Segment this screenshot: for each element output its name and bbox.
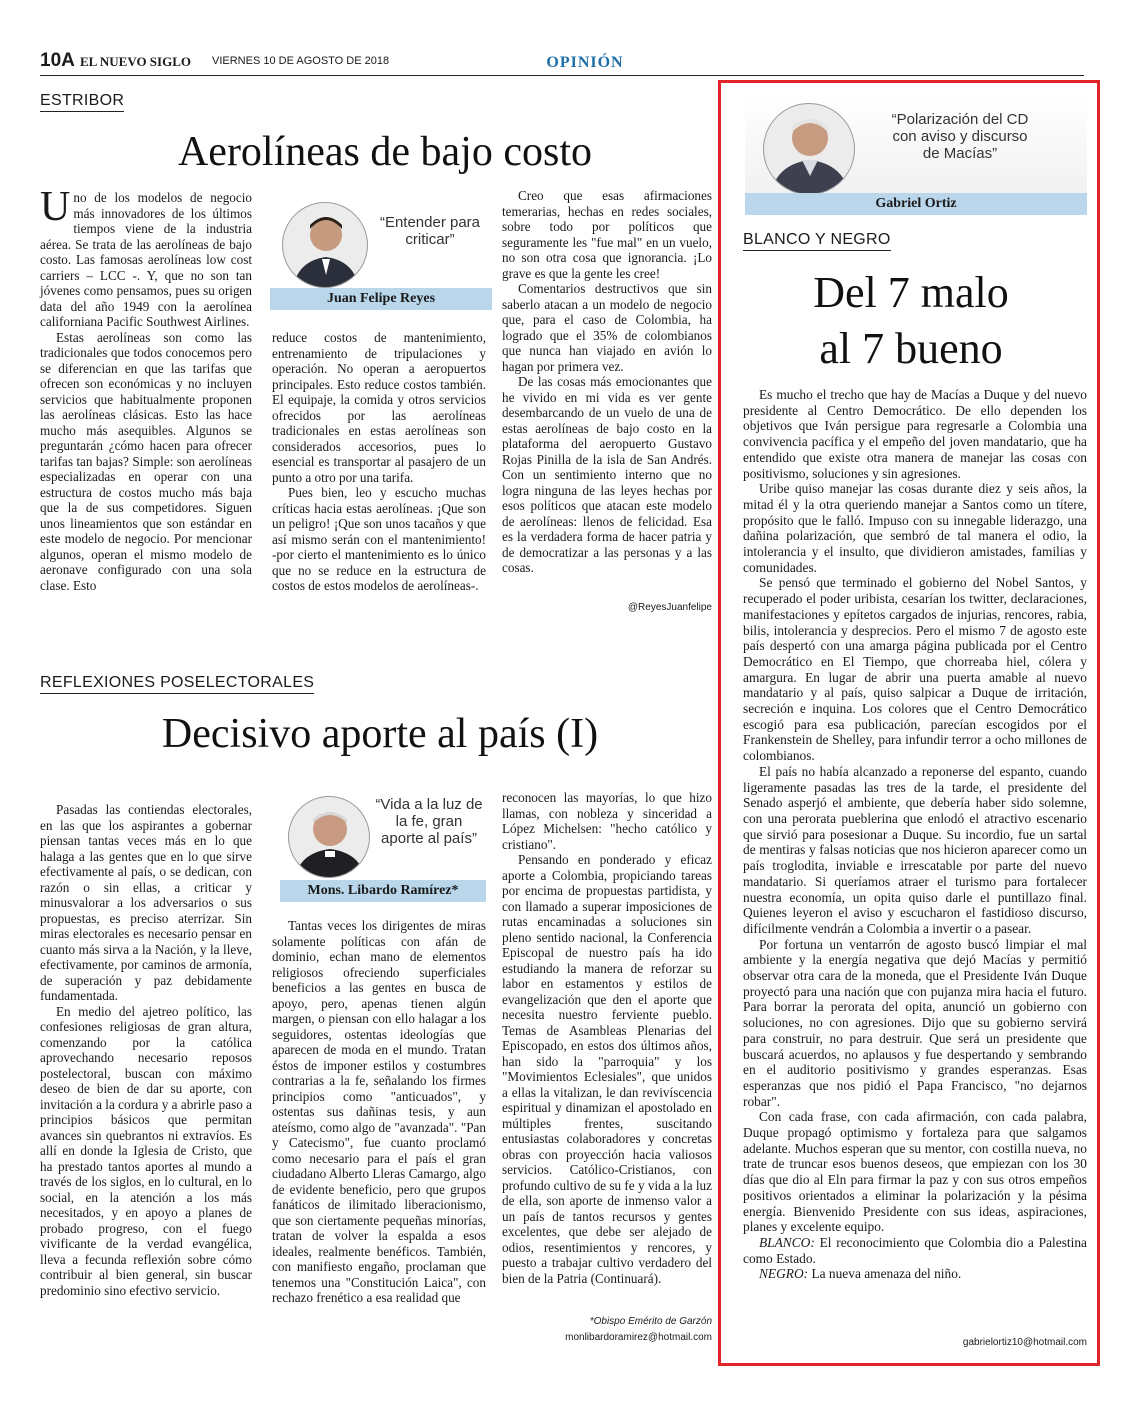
author-name: Mons. Libardo Ramírez* xyxy=(280,880,486,902)
article-estribor xyxy=(40,92,714,632)
article-headline-line: al 7 bueno xyxy=(819,324,1003,373)
paragraph: no de los modelos de negocio más innovadores de los últimos tiempos viene de la industria aérea. Se trata de las aerolíneas de bajo costo. Las famosas aerolíneas low cost carriers – LCC -. Y, que no son tan jóvenes como pensamos, pues su origen data del año 1949 con la aerolínea californiana Pacific Southwest Airlines. xyxy=(40,190,252,329)
author-name: Gabriel Ortiz xyxy=(745,193,1087,215)
article-headline: Decisivo aporte al país (I) xyxy=(161,711,599,757)
article-column xyxy=(502,790,712,1286)
paragraph: Uribe quiso manejar las cosas durante diez y seis años, la mitad él y la otra queriendo manejar a Santos como un títere, propósito que le falló. Impuso con su innegable liderazgo, una dañina polarización, que sembró de tal manera el odio, la intolerancia y el insulto, que dividieron amistades, familias y comunidades. xyxy=(743,481,1087,575)
article-column xyxy=(272,330,486,594)
paragraph: Pues bien, leo y escucho muchas críticas hacia estas aerolíneas. ¡Que son un peligro! ¡Que son unos tacaños y que así mismo serán con el mantenimiento! -por cierto el mantenimiento es lo único que no se reduce en la estructura de costos de estos modelos de aerolíneas-. xyxy=(272,485,486,593)
author-box xyxy=(745,95,1087,215)
paragraph: De las cosas más emocionantes que he vivido en mi vida es ver gente desembarcando de un vuelo de una de estas aerolíneas de bajo costo en la plataforma del aeropuerto Gustavo Rojas Pinilla de la isla de San Andrés. Con un sentimiento interno que no logra ninguna de las leyes hechas por esos políticos que atacan este modelo de aerolíneas: llenos de felicidad. Esa es la verdadera forma de hacer patria y de democratizar a las personas y a las cosas. xyxy=(502,374,712,575)
paper-name: EL NUEVO SIGLO xyxy=(80,54,191,69)
paragraph: Tantas veces los dirigentes de miras solamente políticas con afán de dominio, echan mano de elementos religiosos ofreciendo superficiales beneficios a las gentes en busca de apoyo, pero, apenas tienen algún margen, o piensan con ello halagar a los seguidores, ostentas ideologías que aparecen de moda en el mundo. Tratan éstos de imponer estilos y costumbres contrarias a la fe, señalando los firmes principios como "anticuados", y ostentas sus dañinas tesis, y aun ateísmo, como algo de "avanzada". "Pan y Catecismo", fue cuanto proclamó como necesario para el país el gran ciudadano Alberto Lleras Camargo, algo de evidente beneficio, pero que grupos fanáticos de ilimitado liberacionismo, que son ciertamente pequeñas minorías, tratan de volver la espalda a esos ideales, realmente benéficos. También, con manifiesto engaño, proclaman que tenemos una "Constitución Laica", con rechazo frenético a esa realidad que xyxy=(272,918,486,1305)
author-photo xyxy=(288,796,370,878)
paragraph: Con cada frase, con cada afirmación, con cada palabra, Duque propagó optimismo y fortaleza para que salgamos adelante. Muchos esperan que su mentor, con costilla nueva, no trate de truncar esos buenos deseos, que empiezan con los 30 días que dio al Eln para firmar la paz y con sus otros empeños positivos orientados a eliminar la polarización y la pésima energía. Bienvenido Presidente con sus ideas, aspiraciones, planes y excelente equipo. xyxy=(743,1109,1087,1235)
page-header xyxy=(40,50,1084,76)
author-photo xyxy=(763,103,855,195)
author-handle: @ReyesJuanfelipe xyxy=(627,602,712,613)
blanco-label: BLANCO: xyxy=(759,1234,815,1250)
paragraph: reconocen las mayorías, lo que hizo llamas, con nobleza y sinceridad a López Michelsen: "hecho católico y cristiano". xyxy=(502,790,712,852)
paragraph: Por fortuna un ventarrón de agosto buscó limpiar el mal ambiente y la energía negativa que dejó Macías y permitió observar otra cara de la moneda, que el Presidente Iván Duque proyectó para una nación que con pujanza mira hacia el futuro. Para borrar la perorata del opita, anunció un gobierno con soluciones, no con agresiones. Dijo que su gobierno servirá para construir, no para destruir. Que será un presidente que buscará acuerdos, no aplausos y fue despertando y sembrando en el auditorio positivismo y grandes esperanzas. Esas esperanzas que nos pidió el Papa Francisco, "no dejarnos robar". xyxy=(743,936,1087,1109)
section-label: ESTRIBOR xyxy=(40,92,124,112)
paragraph: En medio del ajetreo político, las confesiones religiosas de gran altura, comenzando por la católica aprovechando necesario reposos postelectoral, buscan con máximo deseo de bien de dar su aporte, con invitación a la cordura y a abrirle paso a principios básicos que permitan avances sin quebrantos ni extravíos. Es allí en donde la Iglesia de Cristo, que ha prestado tantos aportes al mundo a través de los siglos, en lo cultural, en lo social, en la atención a los más necesitados, y en apoyo a planes de probado progreso, con el fuego vivificante de la verdad evangélica, lleva a fecunda reflexión sobre cómo contribuir al bien general, sin buscar predominio sino efectivo servicio. xyxy=(40,1003,252,1298)
paragraph: Pasadas las contiendas electorales, en las que los aspirantes a gobernar piensan tantas veces más en lo que halaga a las gentes que en lo que sirve efectivamente al país, o se dedican, con razón o sin ellas, a criticar y minusvalorar a los adversarios o sus propuestas, es preciso aterrizar. Sin miras electorales es necesario pensar en cuanto más sirva a la Nación, y la lleve, efectivamente, por caminos de armonía, de superación y paz debidamente fundamentada. xyxy=(40,802,252,1003)
article-reflexiones xyxy=(40,674,714,1364)
author-box xyxy=(280,792,486,906)
paragraph: Pensando en ponderado y eficaz aporte a Colombia, propiciando tareas por encima de propuestas partidista, y con llamado a superar imposiciones de rutas encaminadas a soluciones sin pleno sentido nacional, la Conferencia Episcopal de nuestro país ha ido estudiando la manera de reforzar su labor en estamentos y estilos de evangelización que den el aporte que necesita nuestro ferviente pueblo. Temas de Asambleas Plenarias del Episcopado, en estos dos últimos años, han sido la "parroquia" y los "Movimientos Eclesiales", que unidos a ellas la vitalizan, le dan revivíscencia espiritual y dinamizan el apostolado en múltiples frentes, suscitando entusiastas colaboradores y concretas obras con proyección hacia valiosos servicios. Católico-Cristianos, con profundo cultivo de su fe y vida a la luz de ella, son aporte de inmenso valor a un país de tantos recursos y gentes excelentes, que debe ser alejado de odios, resentimientos y rencores, y puesto a trabajar cultivo verdadero del bien de la Patria (Continuará). xyxy=(502,852,712,1286)
footnote: *Obispo Emérito de Garzón xyxy=(589,1316,712,1327)
paragraph: Se pensó que terminado el gobierno del Nobel Santos, y recuperado el poder uribista, cesarían los twitter, declaraciones, manifestaciones y epítetos cargados de injurias, rencores, rabia, bilis, intolerancia y desprecios. Pero el mismo 7 de agosto este país despertó con una amarga página publicada por el Centro Democrático en El Tiempo, que chorreaba hiel, cólera y amargura. En lugar de abrir una puerta amable al nuevo mandatario y al país, quiso salpicar a Duque de irritación, secreción e inquina. Los colores que el Centro Democrático escogió para esa publicación, parecían escogidos por el Frankenstein de Shelley, para infundir terror a ocho millones de colombianos. xyxy=(743,575,1087,764)
paragraph: Comentarios destructivos que sin saberlo atacan a un modelo de negocio que, para el caso de Colombia, ha logrado que el 35% de colombianos que nunca han viajado en avión lo hagan por primera vez. xyxy=(502,281,712,374)
paragraph: Creo que esas afirmaciones temerarias, hechas en redes sociales, sobre todo por políticos que seguramente les "fue mal" en un vuelo, no son otra cosa que ignorancia. ¡Lo grave es que la gente les cree! xyxy=(502,188,712,281)
author-quote: “Entender para criticar” xyxy=(379,214,481,248)
author-quote: “Polarización del CD con aviso y discurso de Macías” xyxy=(891,111,1029,162)
author-box xyxy=(270,194,492,310)
negro-label: NEGRO: xyxy=(759,1266,809,1282)
section-title: OPINIÓN xyxy=(546,54,624,71)
author-name: Juan Felipe Reyes xyxy=(270,288,492,310)
page-number: 10A xyxy=(40,50,75,71)
article-column xyxy=(272,918,486,1306)
paragraph: El país no había alcanzado a reponerse del espanto, cuando ligeramente pasadas las tres de la tarde, el presidente del Senado asperjó el ambiente, que debería haber sido solemne, con una perorata pueblerina que enlodó el atractivo escenario que sirvió para posesionar a Duque. Su incordio, fue un sartal de mentiras y falsas noticias que nos hicieron aparecer como un país troglodita, inviable e irrescatable por parte del nuevo mandatario. Si queríamos atraer el turismo para fortalecer nuestra economía, un opita quiso darle el puntillazo final. Quienes leyeron el aviso y escucharon el fastidioso discurso, difícilmente vendrán a Colombia a invertir o a pasear. xyxy=(743,763,1087,936)
issue-date: VIERNES 10 DE AGOSTO DE 2018 xyxy=(212,55,390,67)
author-photo xyxy=(282,202,368,288)
author-email: gabrielortiz10@hotmail.com xyxy=(962,1337,1087,1348)
paragraph: Es mucho el trecho que hay de Macías a Duque y del nuevo presidente al Centro Democrático. De ello dependen los objetivos que Iván persigue para regresarle a Colombia una convivencia pacífica y el empeño del joven mandatario, que ha entendido que existe otra manera de manejar las cosas con positivismo, soluciones y sin agresiones. xyxy=(743,387,1087,481)
author-quote: “Vida a la luz de la fe, gran aporte al país” xyxy=(375,796,483,847)
drop-cap: U xyxy=(40,184,71,230)
article-column xyxy=(502,188,712,576)
paragraph: Estas aerolíneas son como las tradicionales que todos conocemos pero se diferencian en que las tarifas que ofrecen son económicas y no incluyen servicios que habitualmente proponen las aerolíneas clásicas. Esto las hace mucho más asequibles. Algunos se preguntarán ¿cómo hacen para ofrecer tarifas tan bajas? Simple: son aerolíneas especializadas en operar con una estructura de costos mucho más baja que la de sus competidores. Siguen unos lineamientos que son estándar en este modelo de negocio. Por mencionar algunos, operan el mismo modelo de aeronave configurado con una sola clase. Esto xyxy=(40,329,252,593)
paragraph: reduce costos de mantenimiento, entrenamiento de tripulaciones y operación. No operan a aeropuertos principales. Esto reduce costos también. El equipaje, la comida y otros servicios ofrecidos por las aerolíneas tradicionales en estas aerolíneas son considerados accesorios, pues lo esencial es transportar al pasajero de un punto a otro por una tarifa. xyxy=(272,330,486,485)
article-column xyxy=(40,802,252,1298)
section-label: REFLEXIONES POSELECTORALES xyxy=(40,674,314,694)
blanco-note: BLANCO: El reconocimiento que Colombia dio a Palestina como Estado. xyxy=(743,1234,1087,1266)
article-column xyxy=(40,184,252,593)
article-headline: Aerolíneas de bajo costo xyxy=(177,129,593,175)
author-email: monlibardoramirez@hotmail.com xyxy=(565,1332,712,1343)
article-column xyxy=(743,387,1087,1282)
section-label: BLANCO Y NEGRO xyxy=(743,231,891,251)
negro-note: NEGRO: La nueva amenaza del niño. xyxy=(759,1266,962,1282)
article-headline-line: Del 7 malo xyxy=(813,268,1009,317)
article-blanco-y-negro xyxy=(718,80,1100,1366)
